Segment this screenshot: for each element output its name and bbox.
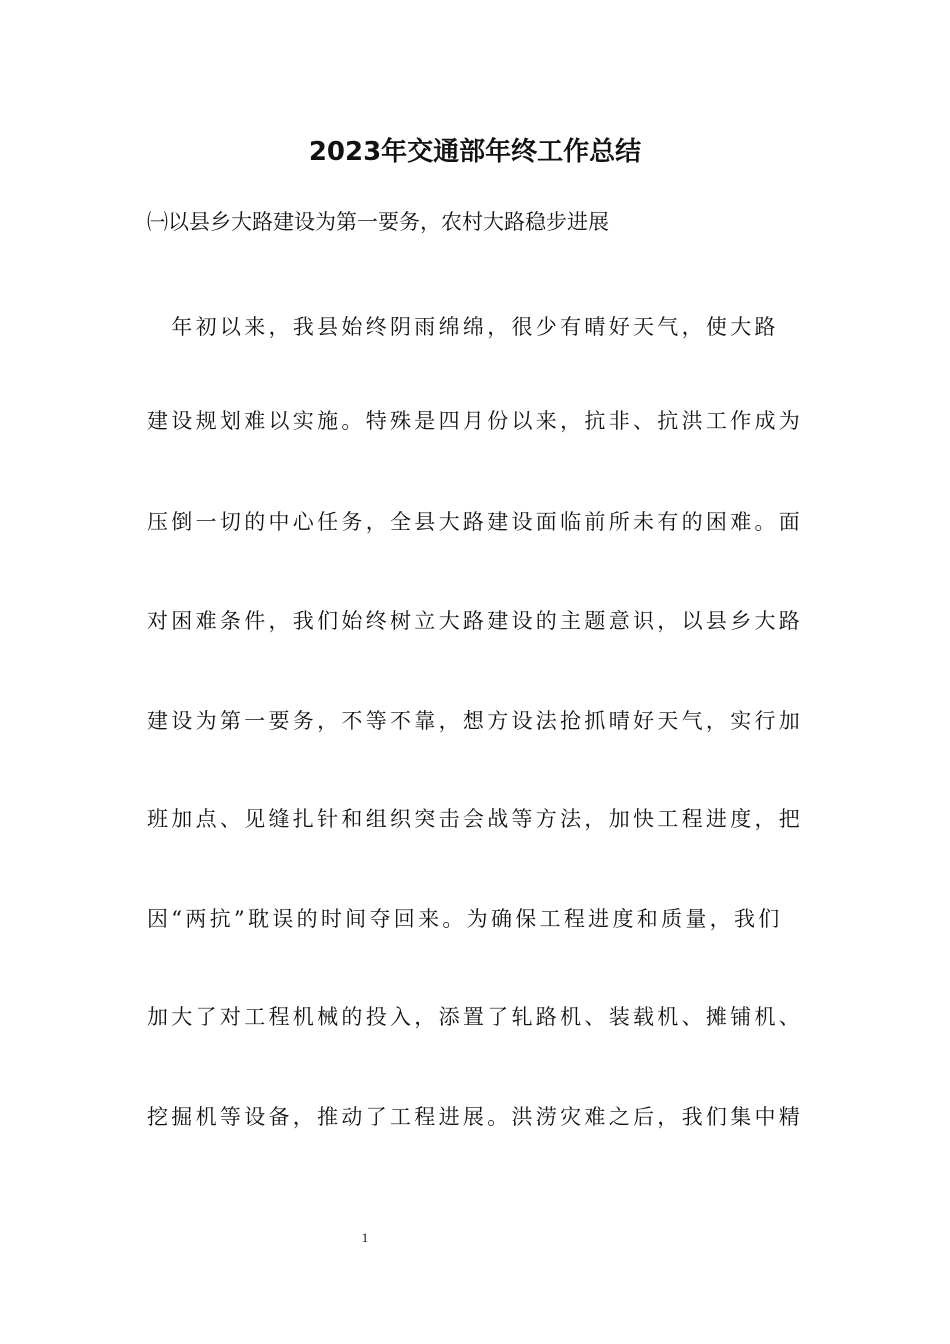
paragraph-line: 加大了对工程机械的投入，添置了轧路机、装载机、摊铺机、: [147, 1005, 804, 1029]
page-number: 1: [361, 1230, 369, 1245]
paragraph-line: 因“两抗”耽误的时间夺回来。为确保工程进度和质量，我们: [147, 907, 783, 931]
paragraph-line: 建设为第一要务，不等不靠，想方设法抢抓晴好天气，实行加: [147, 709, 804, 733]
paragraph-line: 班加点、见缝扎针和组织突击会战等方法，加快工程进度，把: [147, 807, 804, 831]
document-title: 2023年交通部年终工作总结: [308, 137, 642, 167]
paragraph-line: 挖掘机等设备，推动了工程进展。洪涝灾难之后，我们集中精: [147, 1105, 804, 1129]
section-heading: ㈠以县乡大路建设为第一要务，农村大路稳步进展: [147, 210, 609, 234]
paragraph-line: 压倒一切的中心任务，全县大路建设面临前所未有的困难。面: [147, 510, 804, 534]
paragraph-line: 对困难条件，我们始终树立大路建设的主题意识，以县乡大路: [147, 609, 804, 633]
paragraph-line: 建设规划难以实施。特殊是四月份以来，抗非、抗洪工作成为: [147, 409, 804, 433]
paragraph-line: 年初以来，我县始终阴雨绵绵，很少有晴好天气，使大路: [147, 315, 779, 339]
